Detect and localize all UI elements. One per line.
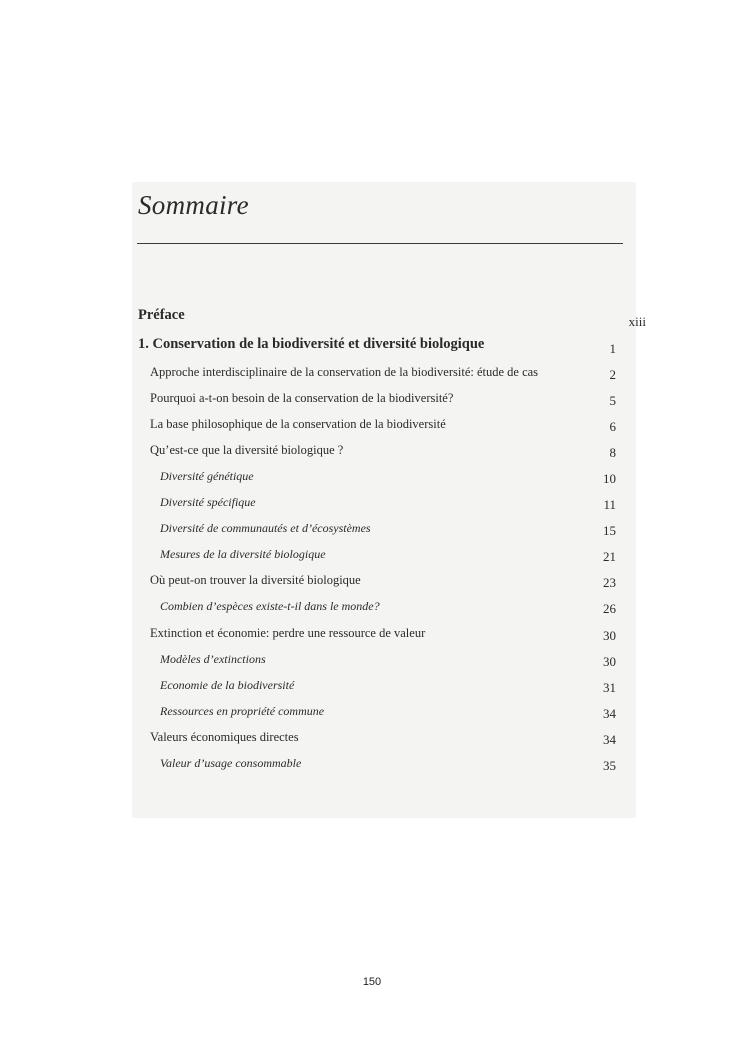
toc-entry-title: Diversité génétique: [160, 469, 254, 483]
toc-entry-title: Ressources en propriété commune: [160, 704, 325, 718]
toc-entry-title: Diversité de communautés et d’écosystèmes: [160, 521, 371, 535]
toc-entry-title: Pourquoi a-t-on besoin de la conservation de la biodiversité?: [150, 391, 454, 405]
toc-entry-title: Valeur d’usage consommable: [160, 756, 302, 770]
toc-entry-page: 1: [609, 341, 616, 356]
toc-entry-page: 8: [609, 445, 616, 460]
toc-entry-title: 1. Conservation de la biodiversité et diversité biologique: [138, 336, 485, 352]
toc-entry-title: Valeurs économiques directes: [150, 730, 299, 744]
toc-entry-page: 30: [603, 654, 616, 669]
toc-entry-title: Mesures de la diversité biologique: [160, 547, 326, 561]
toc-entry-page: 15: [603, 523, 616, 538]
toc-entry-page: 23: [603, 575, 616, 590]
toc-entry-page: 6: [609, 419, 616, 434]
toc-entry-page: 35: [603, 758, 616, 773]
toc-entry-page: xiii: [628, 314, 646, 329]
page-number: 150: [362, 976, 382, 988]
toc-entry-page: 34: [603, 732, 616, 747]
toc-entry-page: 31: [603, 680, 616, 695]
toc-entry-page: 5: [609, 393, 616, 408]
toc-entry-page: 26: [603, 601, 616, 616]
toc-entry-title: Où peut-on trouver la diversité biologique: [150, 573, 361, 587]
toc-entry-page: 34: [603, 706, 616, 721]
toc-entry-page: 30: [603, 628, 616, 643]
toc-entry-page: 2: [609, 367, 616, 382]
toc-entry-title: Préface: [138, 307, 185, 323]
toc-entry-title: Extinction et économie: perdre une ressource de valeur: [150, 626, 426, 640]
toc-entry-title: Modèles d’extinctions: [160, 652, 266, 666]
toc-entry-page: 10: [603, 471, 616, 486]
toc-entry-title: Diversité spécifique: [160, 495, 256, 509]
toc-entry-title: Combien d’espèces existe-t-il dans le monde?: [160, 599, 380, 613]
toc-entry-title: Economie de la biodiversité: [160, 678, 295, 692]
toc-entry-title: Qu’est-ce que la diversité biologique ?: [150, 443, 344, 457]
toc-entry-page: 21: [603, 549, 616, 564]
page-title: Sommaire: [138, 190, 249, 220]
toc-entry-page: 11: [603, 497, 616, 512]
toc-entry-title: Approche interdisciplinaire de la conservation de la biodiversité: étude de cas: [150, 365, 539, 379]
toc-entry-title: La base philosophique de la conservation de la biodiversité: [150, 417, 446, 431]
